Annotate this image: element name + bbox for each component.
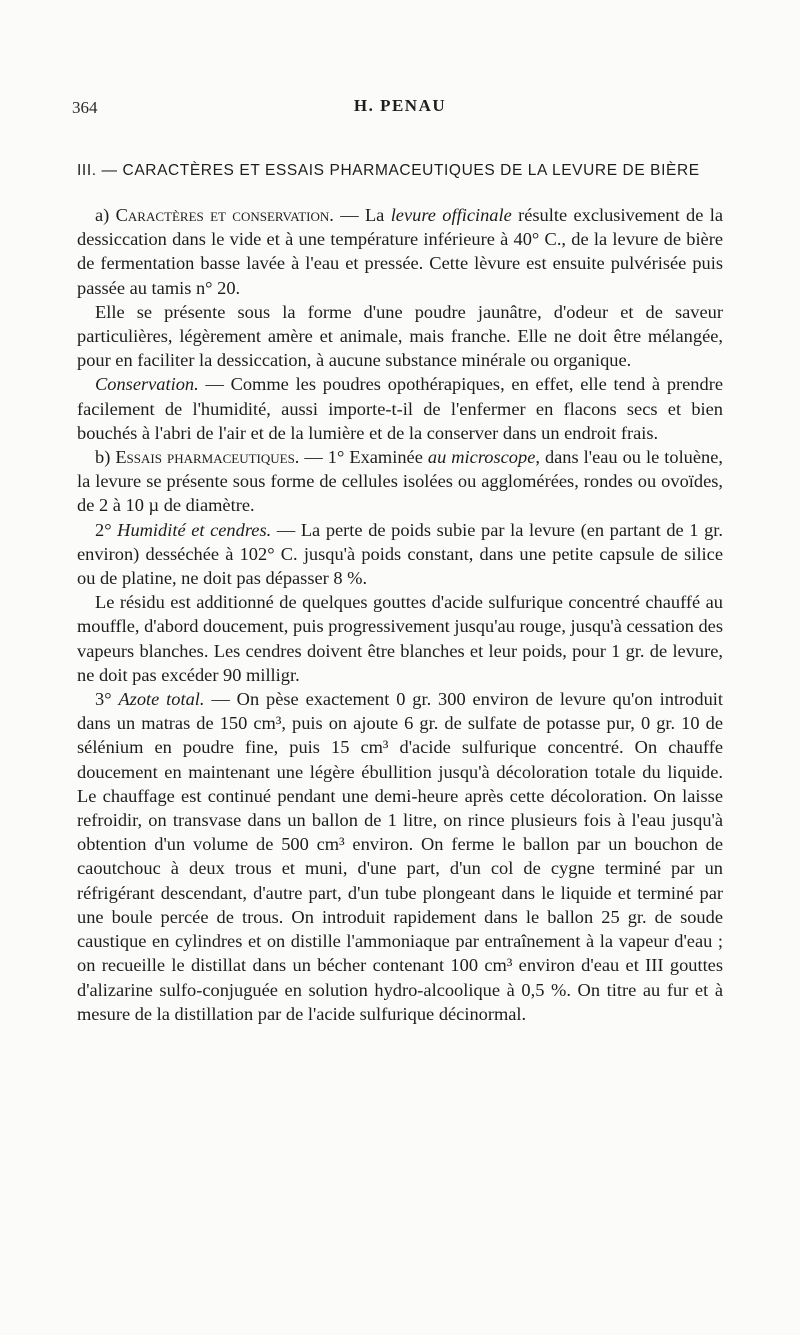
- paragraph-caracteres: [77, 203, 723, 300]
- emphasis: Azote total.: [118, 689, 205, 710]
- paragraph-conservation: [77, 372, 723, 445]
- paragraph-text: — La: [333, 205, 391, 225]
- emphasis: levure officinale: [390, 205, 512, 225]
- emphasis: au microscope: [427, 447, 536, 468]
- paragraph-text: Le résidu est additionné de quelques gouttes d'acide sulfurique concentré chauffé au mouffle, d'abord doucement, puis progressivement jusqu'au rouge, jusqu'à cessation des vapeurs blanches. Les cendres doivent être blanches et leur poids, pour 1 gr. de levure, ne doit pas excéder 90 milligr.: [77, 592, 723, 685]
- paragraph-text: , dans l'eau ou le toluène, la levure se présente sous forme de cellules isolées ou agglomérées, rondes ou ovoïdes, de 2 à 10 µ de diamètre.: [77, 447, 723, 516]
- subsection-heading: Caractères et conservation.: [115, 205, 334, 225]
- paragraph-text: — Comme les poudres opothérapiques, en effet, elle tend à prendre facilement de l'humidité, aussi importe-t-il de l'enfermer en flacons secs et bien bouchés à l'abri de l'air et de la lumière et de la conserver dans un endroit frais.: [77, 374, 723, 443]
- section-title: III. — CARACTÈRES ET ESSAIS PHARMACEUTIQUES DE LA LEVURE DE BIÈRE: [77, 162, 700, 179]
- paragraph-text: 3°: [95, 689, 119, 710]
- running-head: H. PENAU: [353, 96, 447, 115]
- paragraph-description: [77, 300, 723, 373]
- body-text: [77, 203, 723, 1026]
- paragraph-text: — On pèse exactement 0 gr. 300 environ de levure qu'on introduit dans un matras de 150 cm³, puis on ajoute 6 gr. de sulfate de potasse pur, 0 gr. 10 de sélénium en poudre fine, puis 15 cm³ d'acide sulfurique concentré. On chauffe doucement en maintenant une légère ébullition jusqu'à décoloration totale du liquide. Le chauffage est continué pendant une demi-heure après cette décoloration. On laisse refroidir, on transvase dans un ballon de 1 litre, on rince plusieurs fois à l'eau jusqu'à obtention d'un volume de 500 cm³ environ. On ferme le ballon par un bouchon de caoutchouc à deux trous et muni, d'une part, d'un col de cygne terminé par un réfrigérant descendant, d'autre part, d'un tube plongeant dans le liquide et terminé par une boule percée de trous. On introduit rapidement dans le ballon 25 gr. de soude caustique en cylindres et on distille l'ammoniaque par entraînement à la vapeur d'eau ; on recueille le distillat dans un bécher contenant 100 cm³ environ d'eau et III gouttes d'alizarine sulfo-conjuguée en solution hydro-alcoolique à 0,5 %. On titre au fur et à mesure de la distillation par de l'acide sulfurique décinormal.: [77, 689, 723, 1024]
- paragraph-text: Elle se présente sous la forme d'une poudre jaunâtre, d'odeur et de saveur particulières, légèrement amère et animale, mais franche. Elle ne doit être mélangée, pour en faciliter la dessiccation, à aucune substance minérale ou organique.: [77, 301, 723, 371]
- emphasis: Conservation.: [95, 374, 199, 395]
- paragraph-text: — La perte de poids subie par la levure (en partant de 1 gr. environ) desséchée à 102° C. jusqu'à poids constant, dans une petite capsule de silice ou de platine, ne doit pas dépasser 8 %.: [77, 519, 723, 589]
- paragraph-text: — 1° Examinée: [299, 447, 428, 468]
- paragraph-residu: [77, 590, 723, 687]
- emphasis: Humidité et cendres.: [117, 519, 272, 540]
- paragraph-marker: a): [95, 205, 116, 225]
- page-number: 364: [72, 98, 98, 117]
- paragraph-azote: [77, 687, 723, 1026]
- paragraph-essais: [77, 445, 723, 518]
- paragraph-text: 2°: [95, 519, 118, 540]
- paragraph-marker: b): [95, 447, 116, 468]
- subsection-heading: Essais pharmaceutiques.: [115, 447, 300, 468]
- paragraph-humidite: [77, 518, 723, 591]
- paragraph-text: résulte exclusivement de la dessiccation dans le vide et à une température inférieure à 40° C., de la levure de bière de fermentation basse lavée à l'eau et pressée. Cette lèvure est ensuite pulvérisée puis passée au tamis n° 20.: [77, 205, 724, 298]
